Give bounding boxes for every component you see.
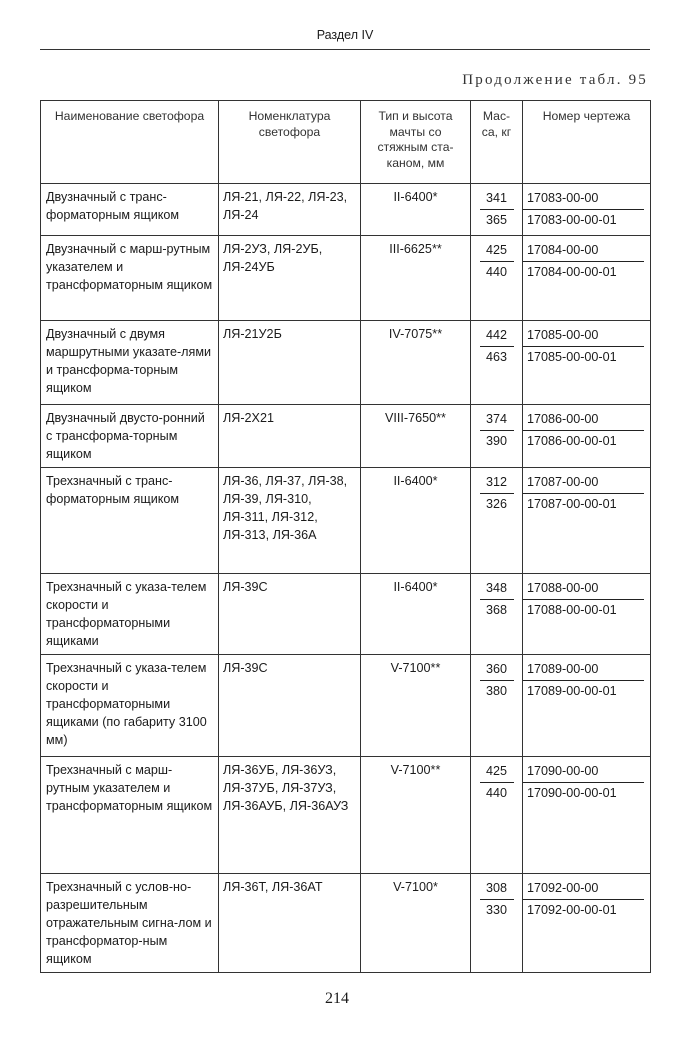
traffic-light-table	[40, 100, 651, 973]
signal-name-cell: Двузначный с марш-рутным указателем и трансформаторным ящиком	[41, 236, 219, 321]
signal-name-cell: Трехзначный с указа-телем скорости и трансформаторными ящиками	[41, 574, 219, 655]
mass-cell	[471, 655, 523, 757]
mass-value-primary: 341	[480, 188, 514, 210]
drawing-number-primary: 17084-00-00	[523, 240, 644, 262]
mass-value-secondary: 463	[485, 350, 507, 364]
drawing-number-secondary: 17083-00-00-01	[527, 213, 617, 227]
table-continuation-label: Продолжение табл. 95	[462, 72, 648, 88]
nomenclature-cell: ЛЯ-21У2Б	[219, 321, 361, 405]
mass-value-secondary: 330	[485, 903, 507, 917]
table-row	[41, 405, 651, 468]
table-row	[41, 574, 651, 655]
mast-type-cell: II-6400*	[361, 468, 471, 574]
table-row	[41, 321, 651, 405]
mast-type-cell: IV-7075**	[361, 321, 471, 405]
mass-value-secondary: 380	[485, 684, 507, 698]
drawing-number-cell	[523, 405, 651, 468]
signal-name-cell: Трехзначный с услов-но-разрешительным отражательным сигна-лом и трансформатор-ным ящиком	[41, 874, 219, 973]
mass-value-secondary: 440	[485, 786, 507, 800]
drawing-number-secondary: 17088-00-00-01	[527, 603, 617, 617]
drawing-number-primary: 17085-00-00	[523, 325, 644, 347]
drawing-number-cell	[523, 184, 651, 236]
signal-name-cell: Двузначный с транс-форматорным ящиком	[41, 184, 219, 236]
drawing-number-cell	[523, 468, 651, 574]
drawing-number-primary: 17088-00-00	[523, 578, 644, 600]
signal-name-cell: Трехзначный с марш-рутным указателем и трансформаторным ящиком	[41, 757, 219, 874]
drawing-number-primary: 17083-00-00	[523, 188, 644, 210]
column-header-mass: Мас-са, кг	[471, 101, 523, 184]
header-rule	[40, 49, 650, 50]
mass-value-primary: 308	[480, 878, 514, 900]
nomenclature-cell: ЛЯ-36УБ, ЛЯ-36УЗ, ЛЯ-37УБ, ЛЯ-37УЗ, ЛЯ-36АУБ, ЛЯ-36АУЗ	[219, 757, 361, 874]
table-header-row	[41, 101, 651, 184]
mass-cell	[471, 321, 523, 405]
mass-value-primary: 374	[480, 409, 514, 431]
mast-type-cell: II-6400*	[361, 184, 471, 236]
nomenclature-cell: ЛЯ-2УЗ, ЛЯ-2УБ, ЛЯ-24УБ	[219, 236, 361, 321]
drawing-number-secondary: 17092-00-00-01	[527, 903, 617, 917]
nomenclature-cell: ЛЯ-39С	[219, 655, 361, 757]
mass-value-primary: 360	[480, 659, 514, 681]
mass-cell	[471, 874, 523, 973]
drawing-number-secondary: 17084-00-00-01	[527, 265, 617, 279]
mass-cell	[471, 757, 523, 874]
mast-type-cell: III-6625**	[361, 236, 471, 321]
mass-value-secondary: 365	[485, 213, 507, 227]
mass-value-primary: 442	[480, 325, 514, 347]
drawing-number-cell	[523, 574, 651, 655]
drawing-number-secondary: 17089-00-00-01	[527, 684, 617, 698]
column-header-drawing: Номер чертежа	[523, 101, 651, 184]
drawing-number-primary: 17087-00-00	[523, 472, 644, 494]
mass-cell	[471, 468, 523, 574]
page-number: 214	[325, 990, 349, 1007]
drawing-number-primary: 17090-00-00	[523, 761, 644, 783]
column-header-mast: Тип и высота мачты со стяжным ста-каном, мм	[361, 101, 471, 184]
mass-value-secondary: 326	[485, 497, 507, 511]
mass-value-primary: 425	[480, 761, 514, 783]
table-row	[41, 236, 651, 321]
mass-value-primary: 312	[480, 472, 514, 494]
drawing-number-primary: 17086-00-00	[523, 409, 644, 431]
mass-value-secondary: 368	[485, 603, 507, 617]
table-row	[41, 184, 651, 236]
signal-name-cell: Трехзначный с транс-форматорным ящиком	[41, 468, 219, 574]
table-row	[41, 655, 651, 757]
column-header-name: Наименование светофора	[41, 101, 219, 184]
table-row	[41, 468, 651, 574]
mast-type-cell: V-7100**	[361, 757, 471, 874]
mast-type-cell: V-7100**	[361, 655, 471, 757]
mass-value-primary: 425	[480, 240, 514, 262]
drawing-number-cell	[523, 874, 651, 973]
mast-type-cell: VIII-7650**	[361, 405, 471, 468]
section-header: Раздел IV	[316, 28, 374, 42]
mass-cell	[471, 405, 523, 468]
nomenclature-cell: ЛЯ-36Т, ЛЯ-36АТ	[219, 874, 361, 973]
mass-value-primary: 348	[480, 578, 514, 600]
mast-type-cell: II-6400*	[361, 574, 471, 655]
mast-type-cell: V-7100*	[361, 874, 471, 973]
drawing-number-secondary: 17085-00-00-01	[527, 350, 617, 364]
signal-name-cell: Трехзначный с указа-телем скорости и трансформаторными ящиками (по габариту 3100 мм)	[41, 655, 219, 757]
mass-value-secondary: 440	[485, 265, 507, 279]
signal-name-cell: Двузначный с двумя маршрутными указате-лями и трансформа-торным ящиком	[41, 321, 219, 405]
signal-name-cell: Двузначный двусто-ронний с трансформа-торным ящиком	[41, 405, 219, 468]
drawing-number-primary: 17092-00-00	[523, 878, 644, 900]
drawing-number-cell	[523, 655, 651, 757]
drawing-number-cell	[523, 757, 651, 874]
drawing-number-secondary: 17090-00-00-01	[527, 786, 617, 800]
table-body	[41, 184, 651, 973]
drawing-number-cell	[523, 236, 651, 321]
drawing-number-secondary: 17087-00-00-01	[527, 497, 617, 511]
nomenclature-cell: ЛЯ-21, ЛЯ-22, ЛЯ-23, ЛЯ-24	[219, 184, 361, 236]
mass-cell	[471, 236, 523, 321]
table-row	[41, 874, 651, 973]
mass-cell	[471, 184, 523, 236]
mass-cell	[471, 574, 523, 655]
nomenclature-cell: ЛЯ-36, ЛЯ-37, ЛЯ-38, ЛЯ-39, ЛЯ-310, ЛЯ-311, ЛЯ-312, ЛЯ-313, ЛЯ-36А	[219, 468, 361, 574]
drawing-number-primary: 17089-00-00	[523, 659, 644, 681]
nomenclature-cell: ЛЯ-2Х21	[219, 405, 361, 468]
mass-value-secondary: 390	[485, 434, 507, 448]
drawing-number-secondary: 17086-00-00-01	[527, 434, 617, 448]
drawing-number-cell	[523, 321, 651, 405]
nomenclature-cell: ЛЯ-39С	[219, 574, 361, 655]
table-row	[41, 757, 651, 874]
column-header-nomenclature: Номенклатура светофора	[219, 101, 361, 184]
